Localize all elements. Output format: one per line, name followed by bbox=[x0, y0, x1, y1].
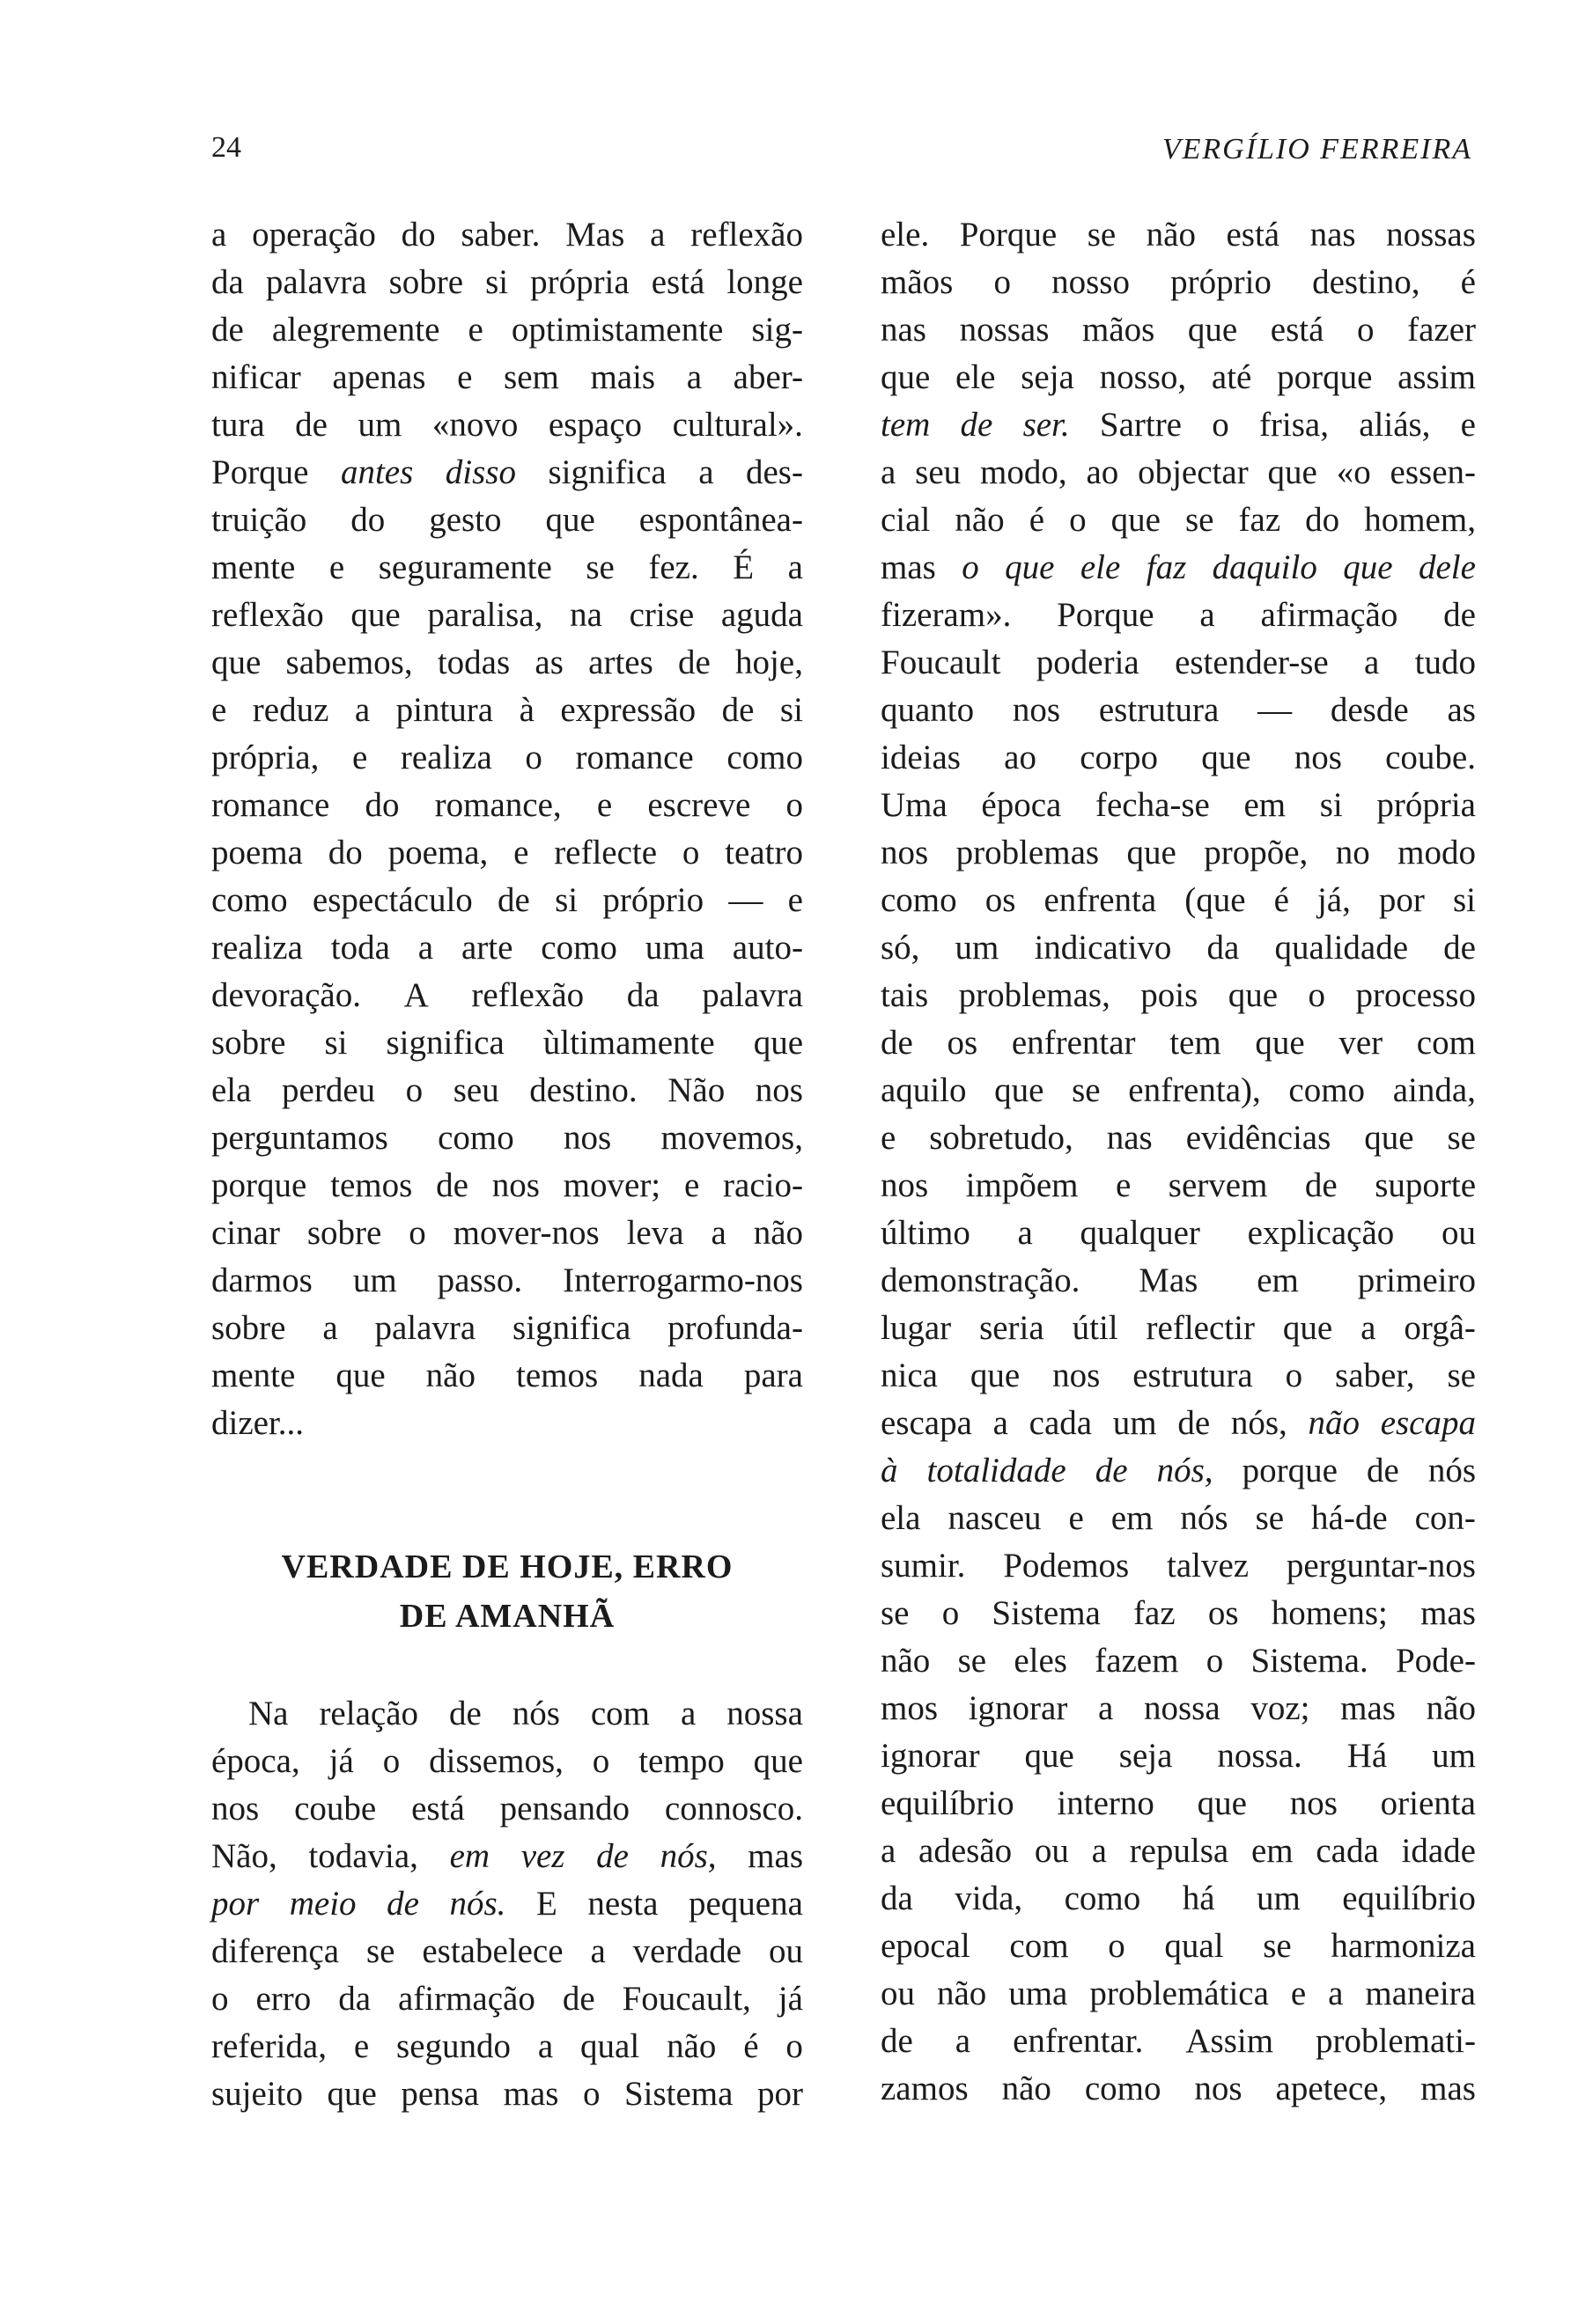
text-line: não se eles fazem o Sistema. Pode- bbox=[881, 1642, 1476, 1680]
text-line: nica que nos estrutura o saber, se bbox=[881, 1357, 1476, 1394]
text-line: mas o que ele faz daquilo que dele bbox=[881, 548, 1476, 586]
text-line: ideias ao corpo que nos coube. bbox=[881, 739, 1476, 776]
text-line: epocal com o qual se harmoniza bbox=[881, 1927, 1476, 1965]
text-line: da vida, como há um equilíbrio bbox=[881, 1879, 1476, 1917]
text-line: nos coube está pensando connosco. bbox=[211, 1790, 803, 1828]
text-line: sobre a palavra significa profunda- bbox=[211, 1309, 803, 1347]
text-line: se o Sistema faz os homens; mas bbox=[881, 1594, 1476, 1632]
text-line: como espectáculo de si próprio — e bbox=[211, 881, 803, 919]
text-line: cinar sobre o mover-nos leva a não bbox=[211, 1214, 803, 1252]
text-line: cial não é o que se faz do homem, bbox=[881, 501, 1476, 539]
text-line: fizeram». Porque a afirmação de bbox=[881, 596, 1476, 634]
text-line: tura de um «novo espaço cultural». bbox=[211, 406, 803, 444]
left-column bbox=[211, 211, 803, 1447]
text-line: mente que não temos nada para bbox=[211, 1357, 803, 1394]
text-line: sujeito que pensa mas o Sistema por bbox=[211, 2075, 803, 2113]
text-line: romance do romance, e escreve o bbox=[211, 786, 803, 824]
text-line: nas nossas mãos que está o fazer bbox=[881, 311, 1476, 349]
section-heading-line-1: VERDADE DE HOJE, ERRO bbox=[281, 1548, 734, 1585]
text-line: a seu modo, ao objectar que «o essen- bbox=[881, 453, 1476, 491]
text-line: darmos um passo. Interrogarmo-nos bbox=[211, 1261, 803, 1299]
text-line: Não, todavia, em vez de nós, mas bbox=[211, 1837, 803, 1875]
text-line: que sabemos, todas as artes de hoje, bbox=[211, 644, 803, 681]
text-line: e sobretudo, nas evidências que se bbox=[881, 1119, 1476, 1157]
right-column bbox=[881, 211, 1476, 2113]
text-line: perguntamos como nos movemos, bbox=[211, 1119, 803, 1157]
text-line: ela nasceu e em nós se há-de con- bbox=[881, 1499, 1476, 1537]
text-line: poema do poema, e reflecte o teatro bbox=[211, 834, 803, 872]
text-line: ele. Porque se não está nas nossas bbox=[881, 216, 1476, 254]
text-line: devoração. A reflexão da palavra bbox=[211, 976, 803, 1014]
text-line: truição do gesto que espontânea- bbox=[211, 501, 803, 539]
text-line: mos ignorar a nossa voz; mas não bbox=[881, 1689, 1476, 1727]
text-line: nos impõem e servem de suporte bbox=[881, 1166, 1476, 1204]
text-line: ignorar que seja nossa. Há um bbox=[881, 1737, 1476, 1775]
text-line: quanto nos estrutura — desde as bbox=[881, 691, 1476, 729]
text-line: Foucault poderia estender-se a tudo bbox=[881, 644, 1476, 681]
text-line: ela perdeu o seu destino. Não nos bbox=[211, 1071, 803, 1109]
text-line: mente e seguramente se fez. É a bbox=[211, 548, 803, 586]
text-line: sumir. Podemos talvez perguntar-nos bbox=[881, 1547, 1476, 1585]
text-line: porque temos de nos mover; e racio- bbox=[211, 1166, 803, 1204]
text-line: Porque antes disso significa a des- bbox=[211, 453, 803, 491]
text-line: zamos não como nos apetece, mas bbox=[881, 2070, 1476, 2107]
text-line: Na relação de nós com a nossa bbox=[248, 1695, 803, 1732]
text-line: e reduz a pintura à expressão de si bbox=[211, 691, 803, 729]
text-line: lugar seria útil reflectir que a orgâ- bbox=[881, 1309, 1476, 1347]
text-line: só, um indicativo da qualidade de bbox=[881, 929, 1476, 967]
text-line: o erro da afirmação de Foucault, já bbox=[211, 1980, 803, 2018]
text-line: realiza toda a arte como uma auto- bbox=[211, 929, 803, 967]
text-line: à totalidade de nós, porque de nós bbox=[881, 1452, 1476, 1489]
text-line: mãos o nosso próprio destino, é bbox=[881, 263, 1476, 301]
text-line: aquilo que se enfrenta), como ainda, bbox=[881, 1071, 1476, 1109]
text-line: como os enfrenta (que é já, por si bbox=[881, 881, 1476, 919]
text-line: nificar apenas e sem mais a aber- bbox=[211, 358, 803, 396]
text-line: nos problemas que propõe, no modo bbox=[881, 834, 1476, 872]
text-line: a adesão ou a repulsa em cada idade bbox=[881, 1832, 1476, 1870]
text-line: época, já o dissemos, o tempo que bbox=[211, 1742, 803, 1780]
text-line: tais problemas, pois que o processo bbox=[881, 976, 1476, 1014]
text-line: Uma época fecha-se em si própria bbox=[881, 786, 1476, 824]
text-line: por meio de nós. E nesta pequena bbox=[211, 1885, 803, 1923]
text-line: da palavra sobre si própria está longe bbox=[211, 263, 803, 301]
text-line: referida, e segundo a qual não é o bbox=[211, 2027, 803, 2065]
text-line: tem de ser. Sartre o frisa, aliás, e bbox=[881, 406, 1476, 444]
text-line: ou não uma problemática e a maneira bbox=[881, 1975, 1476, 2012]
section-heading bbox=[211, 1542, 803, 1641]
text-line: escapa a cada um de nós, não escapa bbox=[881, 1404, 1476, 1442]
text-line: último a qualquer explicação ou bbox=[881, 1214, 1476, 1252]
text-line: demonstração. Mas em primeiro bbox=[881, 1261, 1476, 1299]
text-line: equilíbrio interno que nos orienta bbox=[881, 1784, 1476, 1822]
text-line: a operação do saber. Mas a reflexão bbox=[211, 216, 803, 254]
left-column-section bbox=[211, 1690, 803, 2118]
text-line: reflexão que paralisa, na crise aguda bbox=[211, 596, 803, 634]
text-line: de alegremente e optimistamente sig- bbox=[211, 311, 803, 349]
text-line: dizer... bbox=[211, 1404, 305, 1442]
running-head: VERGÍLIO FERREIRA bbox=[1161, 133, 1472, 165]
text-line: de os enfrentar tem que ver com bbox=[881, 1024, 1476, 1062]
text-line: diferença se estabelece a verdade ou bbox=[211, 1932, 803, 1970]
text-line: que ele seja nosso, até porque assim bbox=[881, 358, 1476, 396]
text-line: própria, e realiza o romance como bbox=[211, 739, 803, 776]
page-number: 24 bbox=[211, 131, 241, 164]
text-line: sobre si significa ùltimamente que bbox=[211, 1024, 803, 1062]
section-heading-line-2: DE AMANHÃ bbox=[399, 1598, 616, 1635]
text-line: de a enfrentar. Assim problemati- bbox=[881, 2022, 1476, 2060]
